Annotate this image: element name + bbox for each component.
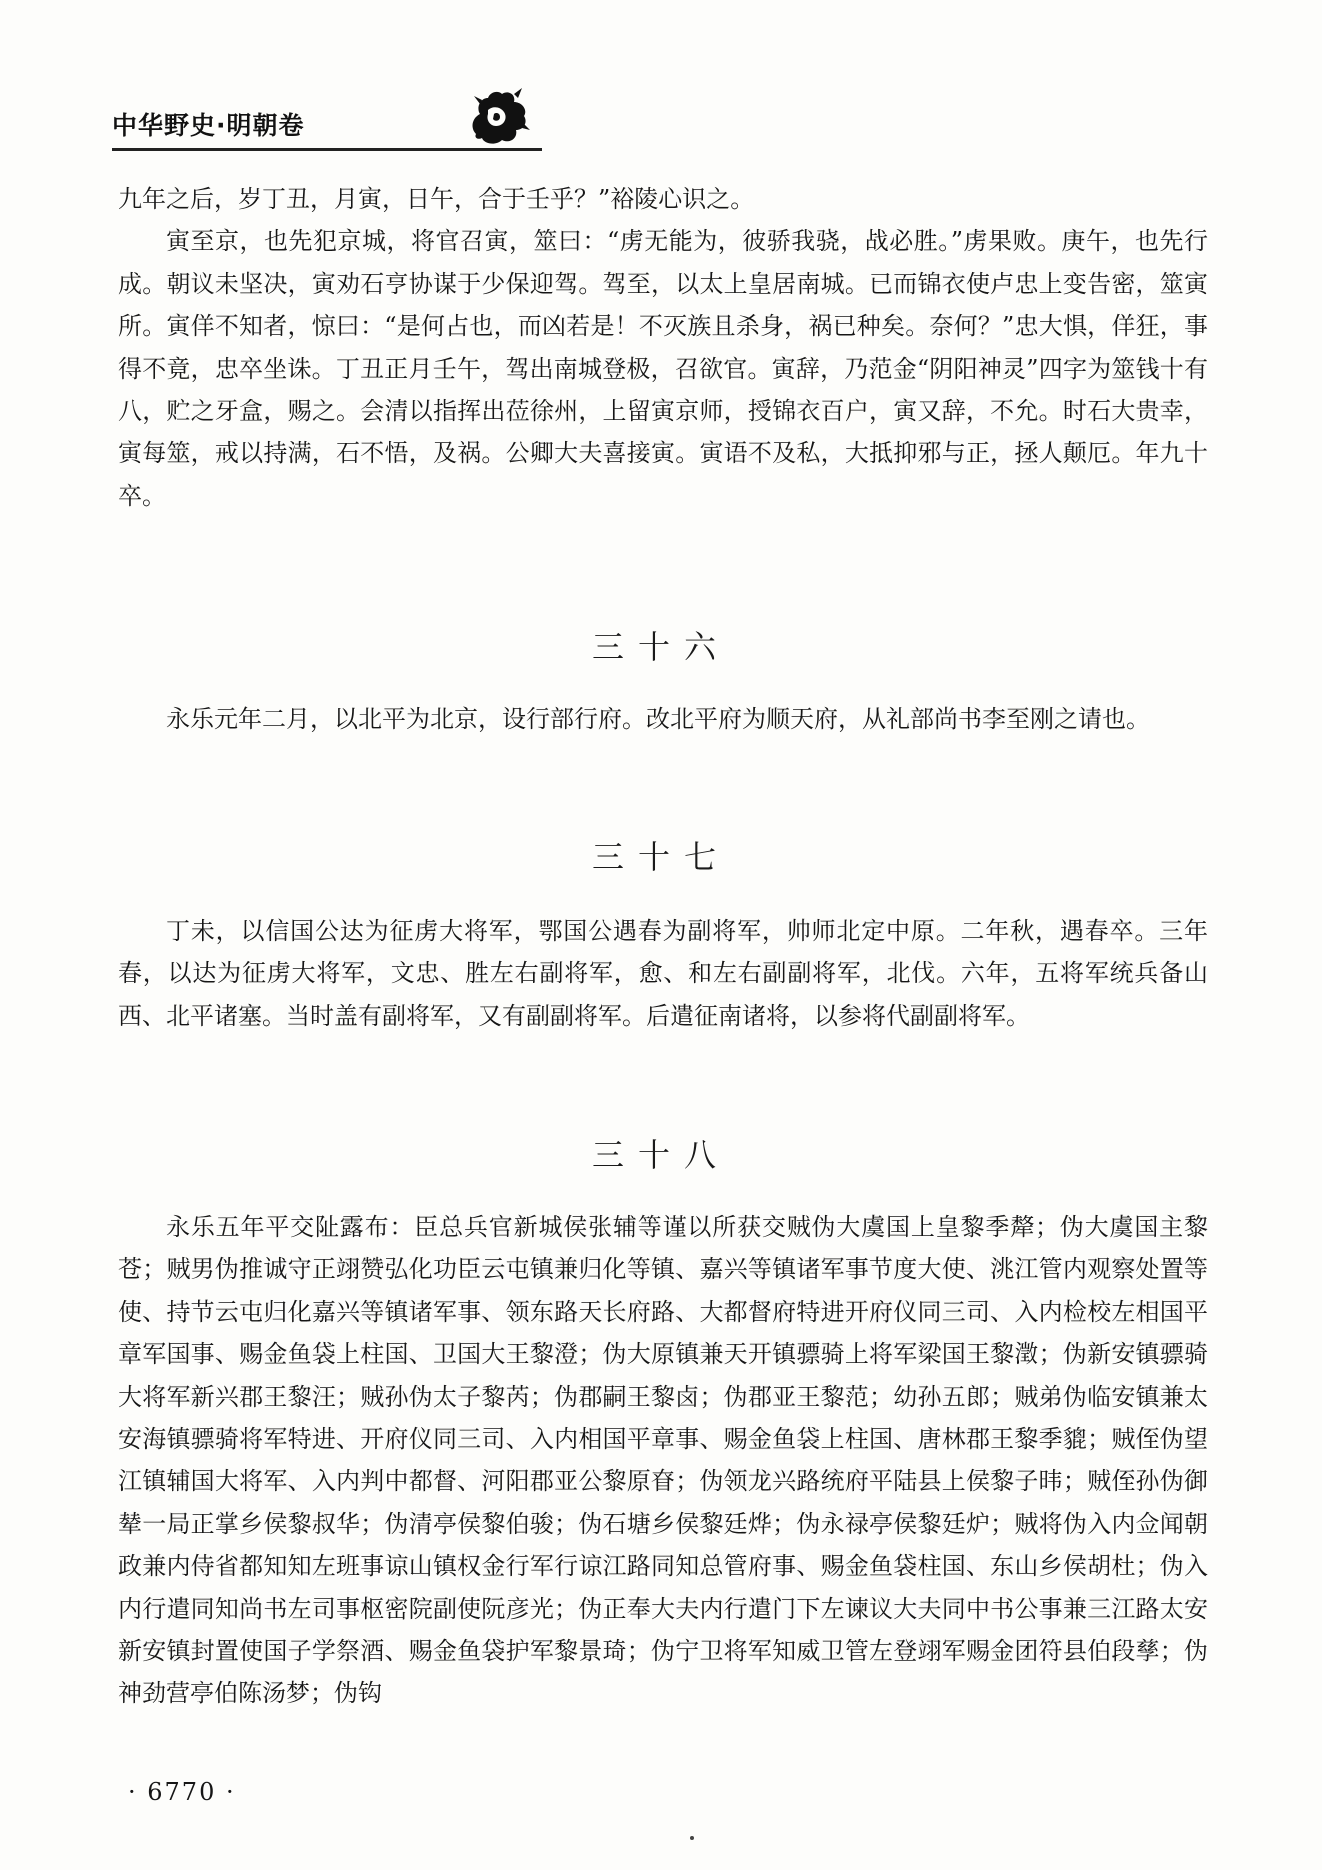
section-heading-37: 三十七 bbox=[591, 838, 730, 876]
paragraph: 丁未，以信国公达为征虏大将军，鄂国公遇春为副将军，帅师北定中原。二年秋，遇春卒。三年春，以达为征虏大将军，文忠、胜左右副将军，愈、和左右副副将军，北伐。六年，五将军统兵备山西、北平诸塞。当时盖有副将军，又有副副将军。后遣征南诸将，以参将代副副将军。 bbox=[118, 917, 1208, 1030]
paragraph: 九年之后，岁丁丑，月寅，日午，合于壬乎？”裕陵心识之。 bbox=[118, 185, 755, 213]
running-header bbox=[112, 80, 542, 160]
page-number: · 6770 · bbox=[128, 1778, 236, 1806]
section-36-text bbox=[118, 698, 1208, 740]
section-38-text bbox=[118, 1206, 1208, 1715]
book-title: 中华野史·明朝卷 bbox=[112, 111, 305, 140]
scan-speck bbox=[690, 1836, 694, 1840]
header-rule bbox=[112, 148, 542, 151]
continued-text bbox=[118, 178, 1208, 517]
section-heading-38: 三十八 bbox=[591, 1136, 730, 1174]
section-37-text bbox=[118, 910, 1208, 1037]
paragraph: 永乐元年二月，以北平为北京，设行部行府。改北平府为顺天府，从礼部尚书李至刚之请也。 bbox=[166, 705, 1150, 733]
dragon-emblem-icon bbox=[466, 84, 532, 148]
paragraph: 寅至京，也先犯京城，将官召寅，筮曰：“虏无能为，彼骄我骁，战必胜。”虏果败。庚午，也先行成。朝议未坚决，寅劝石亨协谋于少保迎驾。驾至，以太上皇居南城。已而锦衣使卢忠上变告密，筮寅所。寅佯不知者，惊曰：“是何占也，而凶若是！不灭族且杀身，祸已种矣。奈何？”忠大惧，佯狂，事得不竟，忠卒坐诛。丁丑正月壬午，驾出南城登极，召欲官。寅辞，乃范金“阴阳神灵”四字为筮钱十有八，贮之牙盒，赐之。会清以指挥出莅徐州，上留寅京师，授锦衣百户，寅又辞，不允。时石大贵幸，寅每筮，戒以持满，石不悟，及祸。公卿大夫喜接寅。寅语不及私，大抵抑邪与正，拯人颠厄。年九十卒。 bbox=[118, 227, 1208, 510]
paragraph: 永乐五年平交阯露布：臣总兵官新城侯张辅等谨以所获交贼伪大虞国上皇黎季犛；伪大虞国主黎苍；贼男伪推诚守正翊赞弘化功臣云屯镇兼归化等镇、嘉兴等镇诸军事节度大使、洮江管内观察处置等使、持节云屯归化嘉兴等镇诸军事、领东路天长府路、大都督府特进开府仪同三司、入内检校左相国平章军国事、赐金鱼袋上柱国、卫国大王黎澄；伪大原镇兼天开镇骠骑上将军梁国王黎澂；伪新安镇骠骑大将军新兴郡王黎汪；贼孙伪太子黎芮；伪郡嗣王黎卤；伪郡亚王黎范；幼孙五郎；贼弟伪临安镇兼太安海镇骠骑将军特进、开府仪同三司、入内相国平章事、赐金鱼袋上柱国、唐林郡王黎季貔；贼侄伪望江镇辅国大将军、入内判中都督、河阳郡亚公黎原眘；伪领龙兴路统府平陆县上侯黎子𬀩；贼侄孙伪御辇一局正掌乡侯黎叔华；伪清亭侯黎伯骏；伪石塘乡侯黎廷烨；伪永禄亭侯黎廷炉；贼将伪入内佥闻朝政兼内侍省都知知左班事谅山镇权金行军行谅江路同知总管府事、赐金鱼袋柱国、东山乡侯胡杜；伪入内行遣同知尚书左司事枢密院副使阮彦光；伪正奉大夫内行遣门下左谏议大夫同中书公事兼三江路太安新安镇封置使国子学祭酒、赐金鱼袋护军黎景琦；伪宁卫将军知威卫管左登翊军赐金团符县伯段孳；伪神劲营亭伯陈汤梦；伪钩 bbox=[118, 1213, 1208, 1708]
section-heading-36: 三十六 bbox=[591, 628, 730, 666]
